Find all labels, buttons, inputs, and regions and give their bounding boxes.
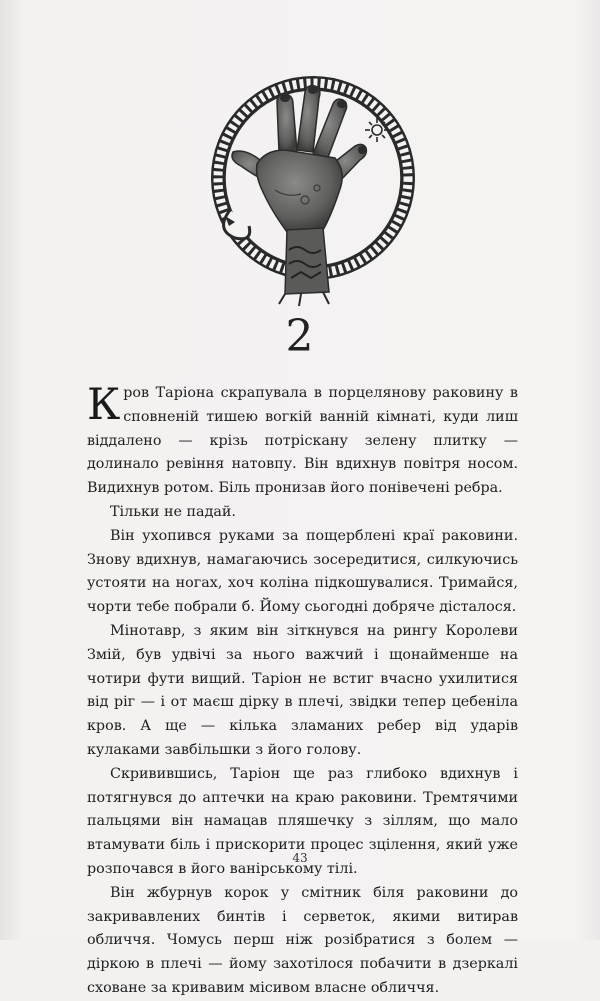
paragraph: Він ухопився руками за пощерблені краї раковини. Знову вдихнув, намагаючись зосередитися, силкуючись устояти на ногах, хоч коліна підкошувалися. Тримайся, чорти тебе побрали б. Йому сьогодні добряче дісталося. bbox=[87, 527, 518, 616]
paragraph: Мінотавр, з яким він зіткнувся на рингу Королеви Змій, був удвічі за нього важчий і щонайменше на чотири фути вищий. Таріон не встиг вчасно ухилитися від ріг — і от маєш дірку в плечі, звідки тепер цебеніла кров. А ще — кілька зламаних ребер від ударів кулаками завбільшки з його голову. bbox=[87, 622, 518, 758]
paragraph: Тільки не падай. bbox=[110, 503, 236, 520]
chapter-body bbox=[87, 382, 518, 1001]
paragraph-text: ров Таріона скрапувала в порцелянову раковину в сповненій тишею вогкій ванній кімнаті, куди лиш віддалено — крізь потріскану зелену плитку — долинало ревіння натовпу. Він вдихнув повітря носом. Видихнув ротом. Біль пронизав його понівечені ребра. bbox=[87, 385, 518, 497]
hand-in-rune-circle-icon bbox=[205, 60, 420, 310]
drop-cap: К bbox=[87, 380, 121, 430]
paragraph: Він жбурнув корок у смітник біля раковини до закривавлених бинтів і серветок, якими витирав обличчя. Чомусь перш ніж розібратися з болем — діркою в плечі — йому захотілося побачити в дзеркалі сховане за кривавим місивом власне обличчя. bbox=[87, 884, 518, 996]
paragraph bbox=[87, 382, 518, 501]
paragraph: Скривившись, Таріон ще раз глибоко вдихнув і потягнувся до аптечки на краю раковини. Тремтячими пальцями він намацав пляшечку з зіллям, що мало втамувати біль і прискорити процес зцілення, який уже розпочався в його ванірському тілі. bbox=[87, 765, 518, 877]
page-number: 43 bbox=[292, 851, 308, 865]
chapter-number: 2 bbox=[285, 311, 315, 362]
